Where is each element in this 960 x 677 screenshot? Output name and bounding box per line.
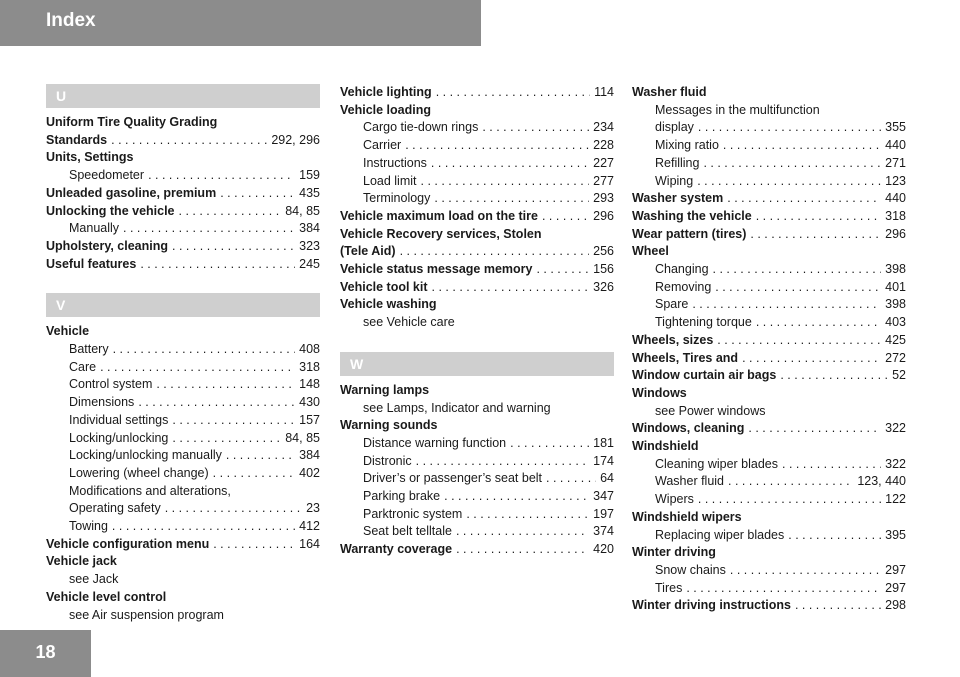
index-subentry: Distance warning function . . . 181: [340, 435, 614, 453]
index-subentry: Driver’s or passenger’s seat belt . . . 64: [340, 470, 614, 488]
index-subentry: Individual settings . . . 157: [46, 412, 320, 430]
index-subentry: Load limit . . . 277: [340, 173, 614, 191]
index-subentry: Lowering (wheel change) . . . 402: [46, 465, 320, 483]
index-entry: Vehicle: [46, 324, 90, 339]
index-entry: (Tele Aid) . . . 256: [340, 243, 614, 261]
index-subentry: Removing . . . 401: [632, 279, 906, 297]
header-bar: [0, 0, 481, 46]
index-entry: Vehicle washing: [340, 297, 437, 312]
index-subentry: Care . . . 318: [46, 359, 320, 377]
index-subentry: Washer fluid . . . 123, 440: [632, 473, 906, 491]
index-entry: Washer fluid: [632, 85, 707, 99]
index-entry: Vehicle status message memory . . . 156: [340, 261, 614, 279]
section-header-u: U: [46, 84, 320, 108]
index-entry: Winter driving: [632, 545, 716, 560]
index-entry: Vehicle maximum load on the tire . . . 296: [340, 208, 614, 226]
index-subentry: Mixing ratio . . . 440: [632, 137, 906, 155]
index-subentry: Wipers . . . 122: [632, 491, 906, 509]
index-subentry: Tightening torque . . . 403: [632, 314, 906, 332]
index-see-also: see Power windows: [655, 403, 766, 418]
index-subentry: Operating safety . . . 23: [46, 500, 320, 518]
index-subentry: Spare . . . 398: [632, 296, 906, 314]
index-entry: Wheels, Tires and . . . 272: [632, 350, 906, 368]
index-subentry: display . . . 355: [632, 119, 906, 137]
index-subentry: Dimensions . . . 430: [46, 394, 320, 412]
index-entry: Upholstery, cleaning . . . 323: [46, 238, 320, 256]
index-entry: Wheel: [632, 244, 669, 259]
index-entry: Vehicle level control: [46, 589, 167, 604]
index-entry: Vehicle configuration menu . . . 164: [46, 536, 320, 554]
index-subentry: Battery . . . 408: [46, 341, 320, 359]
index-entry: Windshield: [632, 439, 699, 454]
index-entry: Vehicle lighting . . . 114: [340, 84, 614, 102]
index-subentry: Towing . . . 412: [46, 518, 320, 536]
index-subentry: Locking/unlocking . . . 84, 85: [46, 430, 320, 448]
index-entry: Warranty coverage . . . 420: [340, 541, 614, 559]
index-entry: Washing the vehicle . . . 318: [632, 208, 906, 226]
index-subentry: Tires . . . 297: [632, 580, 906, 598]
index-entry: Wheels, sizes . . . 425: [632, 332, 906, 350]
index-see-also: see Lamps, Indicator and warning: [363, 400, 551, 415]
index-subentry: Replacing wiper blades . . . 395: [632, 527, 906, 545]
index-entry: Window curtain air bags . . . 52: [632, 367, 906, 385]
index-subentry: Snow chains . . . 297: [632, 562, 906, 580]
index-entry: Vehicle jack: [46, 554, 117, 569]
index-entry: Windows: [632, 385, 687, 400]
index-column-3: [632, 84, 906, 615]
page-number-box: [0, 630, 91, 677]
index-entry: Vehicle loading: [340, 102, 431, 117]
index-subentry: Cargo tie-down rings . . . 234: [340, 119, 614, 137]
page-title: Index: [46, 10, 96, 31]
index-subentry: Refilling . . . 271: [632, 155, 906, 173]
index-entry: Washer system . . . 440: [632, 190, 906, 208]
index-entry: Useful features . . . 245: [46, 256, 320, 274]
index-subentry: Modifications and alterations,: [69, 483, 231, 498]
page-number: 18: [35, 642, 56, 662]
index-entry: Unlocking the vehicle . . . 84, 85: [46, 203, 320, 221]
index-subentry: Locking/unlocking manually . . . 384: [46, 447, 320, 465]
index-entry: Wear pattern (tires) . . . 296: [632, 226, 906, 244]
index-entry: Units, Settings: [46, 150, 134, 165]
index-subentry: Cleaning wiper blades . . . 322: [632, 456, 906, 474]
index-subentry: Carrier . . . 228: [340, 137, 614, 155]
index-see-also: see Vehicle care: [363, 315, 455, 330]
index-subentry: Control system . . . 148: [46, 376, 320, 394]
index-subentry: Wiping . . . 123: [632, 173, 906, 191]
index-subentry: Manually . . . 384: [46, 220, 320, 238]
index-entry: Windows, cleaning . . . 322: [632, 420, 906, 438]
index-column-2: [340, 84, 614, 559]
index-entry: Unleaded gasoline, premium . . . 435: [46, 185, 320, 203]
index-see-also: see Jack: [69, 572, 119, 587]
index-column-1: [46, 84, 320, 624]
index-entry: Vehicle Recovery services, Stolen: [340, 226, 542, 241]
index-entry: Vehicle tool kit . . . 326: [340, 279, 614, 297]
index-entry: Winter driving instructions . . . 298: [632, 597, 906, 615]
index-subentry: Speedometer . . . 159: [46, 167, 320, 185]
index-subentry: Seat belt telltale . . . 374: [340, 523, 614, 541]
index-subentry: Distronic . . . 174: [340, 453, 614, 471]
section-header-v: V: [46, 293, 320, 317]
index-subentry: Parking brake . . . 347: [340, 488, 614, 506]
index-entry: Warning sounds: [340, 418, 438, 433]
index-entry: Warning lamps: [340, 382, 430, 397]
index-subentry: Instructions . . . 227: [340, 155, 614, 173]
index-entry: Standards . . . 292, 296: [46, 132, 320, 150]
index-entry: Uniform Tire Quality Grading: [46, 115, 218, 129]
section-header-w: W: [340, 352, 614, 376]
index-subentry: Changing . . . 398: [632, 261, 906, 279]
index-subentry: Parktronic system . . . 197: [340, 506, 614, 524]
index-entry: Windshield wipers: [632, 509, 742, 524]
index-subentry: Terminology . . . 293: [340, 190, 614, 208]
index-subentry: Messages in the multifunction: [655, 102, 820, 117]
index-see-also: see Air suspension program: [69, 607, 224, 622]
